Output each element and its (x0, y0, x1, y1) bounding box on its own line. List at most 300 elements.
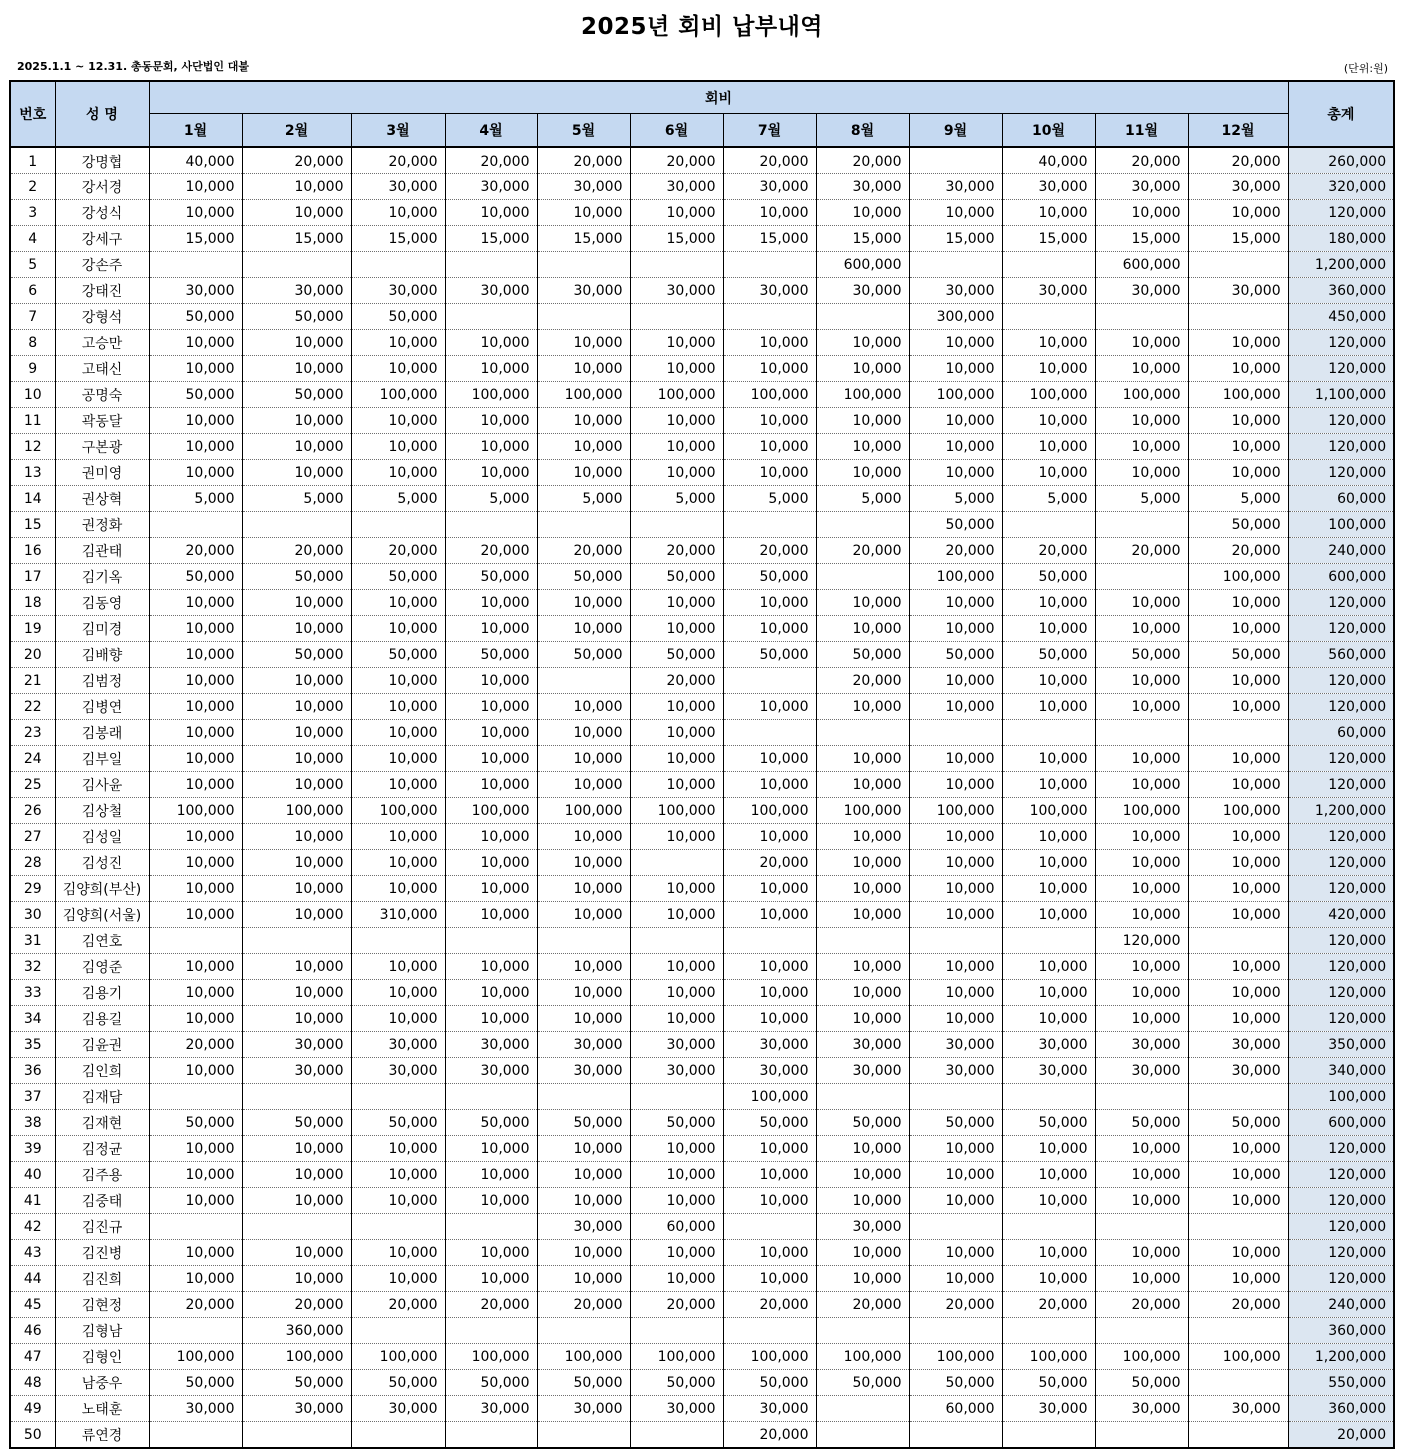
month-fee-cell: 10,000 (630, 824, 723, 850)
month-fee-cell: 50,000 (1095, 642, 1188, 668)
month-fee-cell: 10,000 (149, 668, 242, 694)
month-fee-cell: 10,000 (909, 876, 1002, 902)
month-fee-cell: 120,000 (1095, 928, 1188, 954)
month-fee-cell: 10,000 (816, 1188, 909, 1214)
month-fee-cell: 100,000 (1002, 1344, 1095, 1370)
month-fee-cell (1095, 720, 1188, 746)
month-fee-cell: 10,000 (1095, 1240, 1188, 1266)
table-row (10, 1266, 1394, 1292)
month-fee-cell: 30,000 (630, 1032, 723, 1058)
month-fee-cell: 10,000 (630, 694, 723, 720)
row-number: 16 (10, 538, 55, 564)
month-fee-cell: 30,000 (537, 174, 630, 200)
row-total: 120,000 (1288, 1240, 1394, 1266)
month-fee-cell: 10,000 (351, 746, 445, 772)
month-fee-cell: 10,000 (445, 980, 537, 1006)
month-fee-cell: 10,000 (723, 616, 816, 642)
row-total: 120,000 (1288, 1006, 1394, 1032)
month-fee-cell: 10,000 (630, 980, 723, 1006)
month-fee-cell: 10,000 (445, 330, 537, 356)
row-total: 100,000 (1288, 1084, 1394, 1110)
month-fee-cell (351, 512, 445, 538)
month-fee-cell: 100,000 (149, 1344, 242, 1370)
month-fee-cell: 10,000 (351, 200, 445, 226)
member-name: 고승만 (55, 330, 149, 356)
month-fee-cell: 20,000 (816, 1292, 909, 1318)
month-fee-cell: 100,000 (816, 1344, 909, 1370)
row-number: 30 (10, 902, 55, 928)
month-fee-cell: 5,000 (630, 486, 723, 512)
month-fee-cell: 10,000 (1095, 330, 1188, 356)
month-fee-cell (351, 928, 445, 954)
row-total: 350,000 (1288, 1032, 1394, 1058)
table-row (10, 434, 1394, 460)
month-fee-cell: 10,000 (1095, 590, 1188, 616)
month-fee-cell: 30,000 (537, 1214, 630, 1240)
month-fee-cell: 50,000 (909, 1370, 1002, 1396)
month-fee-cell: 10,000 (149, 1240, 242, 1266)
month-fee-cell: 50,000 (537, 642, 630, 668)
row-total: 120,000 (1288, 356, 1394, 382)
month-fee-cell: 20,000 (242, 147, 351, 174)
month-fee-cell: 50,000 (723, 564, 816, 590)
month-fee-cell: 100,000 (445, 798, 537, 824)
month-fee-cell: 30,000 (909, 1032, 1002, 1058)
row-number: 43 (10, 1240, 55, 1266)
month-fee-cell: 100,000 (909, 382, 1002, 408)
month-fee-cell: 30,000 (1002, 278, 1095, 304)
header-month: 8월 (816, 114, 909, 148)
month-fee-cell: 50,000 (445, 642, 537, 668)
month-fee-cell: 10,000 (1002, 902, 1095, 928)
table-row (10, 824, 1394, 850)
month-fee-cell: 10,000 (1095, 616, 1188, 642)
month-fee-cell: 10,000 (1002, 616, 1095, 642)
row-number: 49 (10, 1396, 55, 1422)
month-fee-cell (909, 720, 1002, 746)
month-fee-cell: 30,000 (909, 1058, 1002, 1084)
month-fee-cell: 100,000 (351, 798, 445, 824)
month-fee-cell (1188, 1084, 1288, 1110)
month-fee-cell: 10,000 (445, 408, 537, 434)
month-fee-cell: 50,000 (1002, 1370, 1095, 1396)
month-fee-cell (1188, 720, 1288, 746)
month-fee-cell: 10,000 (909, 668, 1002, 694)
month-fee-cell: 15,000 (537, 226, 630, 252)
month-fee-cell: 50,000 (351, 564, 445, 590)
table-row (10, 1214, 1394, 1240)
month-fee-cell: 10,000 (816, 200, 909, 226)
month-fee-cell: 20,000 (630, 668, 723, 694)
row-total: 120,000 (1288, 980, 1394, 1006)
month-fee-cell: 10,000 (723, 1006, 816, 1032)
month-fee-cell: 10,000 (909, 850, 1002, 876)
month-fee-cell: 30,000 (1188, 1058, 1288, 1084)
month-fee-cell: 20,000 (630, 538, 723, 564)
month-fee-cell (537, 1318, 630, 1344)
month-fee-cell: 5,000 (537, 486, 630, 512)
month-fee-cell: 100,000 (537, 382, 630, 408)
month-fee-cell: 10,000 (537, 772, 630, 798)
row-total: 420,000 (1288, 902, 1394, 928)
member-name: 남중우 (55, 1370, 149, 1396)
month-fee-cell: 50,000 (445, 1370, 537, 1396)
table-row (10, 200, 1394, 226)
month-fee-cell: 20,000 (723, 538, 816, 564)
month-fee-cell: 30,000 (445, 1058, 537, 1084)
table-row (10, 460, 1394, 486)
month-fee-cell: 20,000 (1188, 538, 1288, 564)
month-fee-cell: 10,000 (149, 1136, 242, 1162)
month-fee-cell: 600,000 (816, 252, 909, 278)
month-fee-cell: 10,000 (723, 1240, 816, 1266)
row-total: 120,000 (1288, 1266, 1394, 1292)
row-number: 29 (10, 876, 55, 902)
month-fee-cell: 20,000 (1095, 1292, 1188, 1318)
month-fee-cell: 10,000 (816, 772, 909, 798)
month-fee-cell: 100,000 (1095, 382, 1188, 408)
row-number: 3 (10, 200, 55, 226)
table-row (10, 1084, 1394, 1110)
month-fee-cell (723, 668, 816, 694)
table-row (10, 954, 1394, 980)
month-fee-cell (1188, 1318, 1288, 1344)
member-name: 권상혁 (55, 486, 149, 512)
month-fee-cell: 100,000 (1002, 382, 1095, 408)
month-fee-cell: 20,000 (1002, 538, 1095, 564)
header-month: 7월 (723, 114, 816, 148)
month-fee-cell: 10,000 (537, 1266, 630, 1292)
row-number: 12 (10, 434, 55, 460)
table-row (10, 1058, 1394, 1084)
month-fee-cell: 100,000 (909, 564, 1002, 590)
month-fee-cell: 50,000 (1002, 1110, 1095, 1136)
month-fee-cell: 20,000 (630, 147, 723, 174)
table-row (10, 694, 1394, 720)
month-fee-cell: 10,000 (149, 1266, 242, 1292)
month-fee-cell: 10,000 (242, 1162, 351, 1188)
month-fee-cell (723, 928, 816, 954)
month-fee-cell: 10,000 (909, 772, 1002, 798)
row-total: 120,000 (1288, 1188, 1394, 1214)
row-number: 21 (10, 668, 55, 694)
month-fee-cell: 5,000 (816, 486, 909, 512)
month-fee-cell (1095, 512, 1188, 538)
month-fee-cell: 10,000 (537, 954, 630, 980)
month-fee-cell: 30,000 (909, 278, 1002, 304)
month-fee-cell: 10,000 (1002, 408, 1095, 434)
month-fee-cell: 15,000 (445, 226, 537, 252)
month-fee-cell: 10,000 (816, 1266, 909, 1292)
month-fee-cell: 10,000 (351, 980, 445, 1006)
month-fee-cell: 10,000 (351, 668, 445, 694)
month-fee-cell: 10,000 (445, 1136, 537, 1162)
row-total: 180,000 (1288, 226, 1394, 252)
month-fee-cell (816, 1422, 909, 1449)
month-fee-cell: 10,000 (242, 720, 351, 746)
month-fee-cell (445, 304, 537, 330)
month-fee-cell: 10,000 (242, 954, 351, 980)
month-fee-cell: 10,000 (630, 616, 723, 642)
month-fee-cell: 50,000 (242, 642, 351, 668)
table-row (10, 226, 1394, 252)
month-fee-cell (723, 1214, 816, 1240)
month-fee-cell: 10,000 (723, 1162, 816, 1188)
month-fee-cell: 10,000 (149, 174, 242, 200)
month-fee-cell (1002, 304, 1095, 330)
month-fee-cell: 50,000 (149, 304, 242, 330)
member-name: 김기옥 (55, 564, 149, 590)
row-number: 25 (10, 772, 55, 798)
month-fee-cell: 50,000 (723, 1110, 816, 1136)
month-fee-cell: 30,000 (1002, 1032, 1095, 1058)
month-fee-cell: 15,000 (1095, 226, 1188, 252)
member-name: 김봉래 (55, 720, 149, 746)
month-fee-cell: 30,000 (242, 1058, 351, 1084)
row-number: 9 (10, 356, 55, 382)
month-fee-cell: 30,000 (723, 1058, 816, 1084)
month-fee-cell: 10,000 (1095, 434, 1188, 460)
month-fee-cell: 5,000 (909, 486, 1002, 512)
month-fee-cell: 30,000 (723, 174, 816, 200)
month-fee-cell: 10,000 (149, 330, 242, 356)
month-fee-cell: 10,000 (909, 200, 1002, 226)
month-fee-cell (351, 1084, 445, 1110)
month-fee-cell: 10,000 (445, 772, 537, 798)
month-fee-cell: 10,000 (1188, 1136, 1288, 1162)
month-fee-cell: 10,000 (816, 954, 909, 980)
table-row (10, 1292, 1394, 1318)
table-row (10, 1240, 1394, 1266)
month-fee-cell: 10,000 (1002, 694, 1095, 720)
month-fee-cell: 30,000 (816, 1032, 909, 1058)
month-fee-cell: 100,000 (1188, 1344, 1288, 1370)
month-fee-cell: 10,000 (537, 356, 630, 382)
month-fee-cell: 10,000 (723, 902, 816, 928)
row-number: 4 (10, 226, 55, 252)
month-fee-cell: 10,000 (149, 850, 242, 876)
month-fee-cell: 10,000 (445, 694, 537, 720)
month-fee-cell: 10,000 (537, 330, 630, 356)
month-fee-cell: 10,000 (1188, 1006, 1288, 1032)
month-fee-cell: 10,000 (242, 1266, 351, 1292)
month-fee-cell (1002, 928, 1095, 954)
member-name: 김부일 (55, 746, 149, 772)
month-fee-cell: 15,000 (351, 226, 445, 252)
month-fee-cell: 10,000 (445, 1188, 537, 1214)
month-fee-cell: 10,000 (1095, 460, 1188, 486)
month-fee-cell: 100,000 (351, 1344, 445, 1370)
month-fee-cell (1002, 512, 1095, 538)
month-fee-cell (909, 1214, 1002, 1240)
table-row (10, 902, 1394, 928)
month-fee-cell: 10,000 (351, 772, 445, 798)
month-fee-cell (723, 720, 816, 746)
month-fee-cell: 10,000 (630, 954, 723, 980)
month-fee-cell (909, 1318, 1002, 1344)
month-fee-cell: 310,000 (351, 902, 445, 928)
month-fee-cell (445, 1318, 537, 1344)
month-fee-cell: 10,000 (445, 668, 537, 694)
month-fee-cell: 10,000 (723, 330, 816, 356)
header-fee: 회비 (149, 81, 1288, 114)
table-row (10, 252, 1394, 278)
row-number: 26 (10, 798, 55, 824)
month-fee-cell: 30,000 (630, 174, 723, 200)
month-fee-cell: 10,000 (445, 434, 537, 460)
month-fee-cell: 10,000 (1002, 1240, 1095, 1266)
row-number: 32 (10, 954, 55, 980)
row-total: 120,000 (1288, 460, 1394, 486)
row-number: 45 (10, 1292, 55, 1318)
month-fee-cell: 10,000 (351, 590, 445, 616)
month-fee-cell: 10,000 (1002, 954, 1095, 980)
month-fee-cell (537, 1084, 630, 1110)
row-total: 120,000 (1288, 616, 1394, 642)
member-name: 김연호 (55, 928, 149, 954)
month-fee-cell (445, 1214, 537, 1240)
month-fee-cell: 10,000 (909, 694, 1002, 720)
row-number: 20 (10, 642, 55, 668)
month-fee-cell: 10,000 (149, 980, 242, 1006)
month-fee-cell (1002, 252, 1095, 278)
month-fee-cell: 10,000 (149, 1058, 242, 1084)
month-fee-cell (537, 512, 630, 538)
member-name: 김병연 (55, 694, 149, 720)
month-fee-cell: 10,000 (909, 1006, 1002, 1032)
month-fee-cell: 10,000 (1002, 668, 1095, 694)
month-fee-cell: 10,000 (149, 356, 242, 382)
month-fee-cell: 10,000 (351, 876, 445, 902)
month-fee-cell: 10,000 (242, 174, 351, 200)
month-fee-cell: 10,000 (816, 434, 909, 460)
header-name: 성 명 (55, 81, 149, 147)
member-name: 김용기 (55, 980, 149, 1006)
month-fee-cell: 30,000 (351, 278, 445, 304)
month-fee-cell: 20,000 (816, 668, 909, 694)
month-fee-cell: 30,000 (1095, 1396, 1188, 1422)
month-fee-cell: 30,000 (816, 174, 909, 200)
row-number: 36 (10, 1058, 55, 1084)
row-total: 120,000 (1288, 928, 1394, 954)
month-fee-cell: 50,000 (242, 564, 351, 590)
month-fee-cell: 10,000 (1095, 824, 1188, 850)
header-month: 5월 (537, 114, 630, 148)
month-fee-cell (242, 252, 351, 278)
header-month: 4월 (445, 114, 537, 148)
period-label: 2025.1.1 ~ 12.31. 총동문회, 사단법인 대불 (17, 60, 250, 73)
month-fee-cell: 10,000 (1002, 876, 1095, 902)
month-fee-cell: 10,000 (242, 460, 351, 486)
month-fee-cell (149, 1318, 242, 1344)
month-fee-cell (909, 1422, 1002, 1449)
month-fee-cell: 10,000 (630, 460, 723, 486)
month-fee-cell: 10,000 (1188, 694, 1288, 720)
header-month: 12월 (1188, 114, 1288, 148)
month-fee-cell (537, 304, 630, 330)
member-name: 강형석 (55, 304, 149, 330)
month-fee-cell: 50,000 (723, 1370, 816, 1396)
month-fee-cell (630, 928, 723, 954)
month-fee-cell (537, 928, 630, 954)
month-fee-cell: 30,000 (1095, 1058, 1188, 1084)
member-name: 김현정 (55, 1292, 149, 1318)
month-fee-cell: 10,000 (537, 1006, 630, 1032)
month-fee-cell: 10,000 (816, 902, 909, 928)
month-fee-cell: 50,000 (351, 642, 445, 668)
month-fee-cell: 50,000 (242, 382, 351, 408)
month-fee-cell: 10,000 (630, 876, 723, 902)
month-fee-cell: 10,000 (630, 1162, 723, 1188)
month-fee-cell: 10,000 (537, 746, 630, 772)
month-fee-cell: 30,000 (909, 174, 1002, 200)
month-fee-cell: 30,000 (149, 1396, 242, 1422)
month-fee-cell: 10,000 (1188, 616, 1288, 642)
row-number: 11 (10, 408, 55, 434)
month-fee-cell: 10,000 (445, 876, 537, 902)
table-row (10, 928, 1394, 954)
month-fee-cell (445, 1084, 537, 1110)
month-fee-cell: 10,000 (537, 876, 630, 902)
month-fee-cell: 30,000 (1095, 174, 1188, 200)
month-fee-cell: 10,000 (1188, 980, 1288, 1006)
month-fee-cell: 10,000 (909, 980, 1002, 1006)
month-fee-cell (1002, 720, 1095, 746)
member-name: 김용길 (55, 1006, 149, 1032)
month-fee-cell: 10,000 (816, 850, 909, 876)
member-name: 김재현 (55, 1110, 149, 1136)
month-fee-cell: 10,000 (909, 1188, 1002, 1214)
month-fee-cell: 5,000 (149, 486, 242, 512)
table-row (10, 1136, 1394, 1162)
table-row (10, 798, 1394, 824)
month-fee-cell: 10,000 (723, 876, 816, 902)
row-number: 33 (10, 980, 55, 1006)
row-total: 320,000 (1288, 174, 1394, 200)
month-fee-cell: 50,000 (1095, 1110, 1188, 1136)
month-fee-cell: 30,000 (723, 1396, 816, 1422)
member-name: 김동영 (55, 590, 149, 616)
month-fee-cell: 10,000 (537, 980, 630, 1006)
member-name: 강성식 (55, 200, 149, 226)
member-name: 김사윤 (55, 772, 149, 798)
month-fee-cell: 20,000 (816, 538, 909, 564)
month-fee-cell: 50,000 (1188, 512, 1288, 538)
month-fee-cell (1002, 1214, 1095, 1240)
month-fee-cell (242, 928, 351, 954)
month-fee-cell: 10,000 (1095, 1006, 1188, 1032)
month-fee-cell: 10,000 (445, 1006, 537, 1032)
month-fee-cell: 100,000 (909, 1344, 1002, 1370)
month-fee-cell: 30,000 (351, 1032, 445, 1058)
month-fee-cell: 10,000 (149, 642, 242, 668)
month-fee-cell: 10,000 (351, 694, 445, 720)
month-fee-cell: 10,000 (149, 824, 242, 850)
table-row (10, 616, 1394, 642)
month-fee-cell (723, 512, 816, 538)
month-fee-cell: 10,000 (1002, 746, 1095, 772)
month-fee-cell: 10,000 (816, 876, 909, 902)
month-fee-cell: 100,000 (537, 1344, 630, 1370)
month-fee-cell: 5,000 (351, 486, 445, 512)
row-total: 560,000 (1288, 642, 1394, 668)
month-fee-cell: 30,000 (445, 1396, 537, 1422)
month-fee-cell: 30,000 (537, 1032, 630, 1058)
month-fee-cell: 15,000 (723, 226, 816, 252)
month-fee-cell: 100,000 (1188, 564, 1288, 590)
month-fee-cell: 20,000 (149, 1032, 242, 1058)
month-fee-cell: 20,000 (723, 850, 816, 876)
